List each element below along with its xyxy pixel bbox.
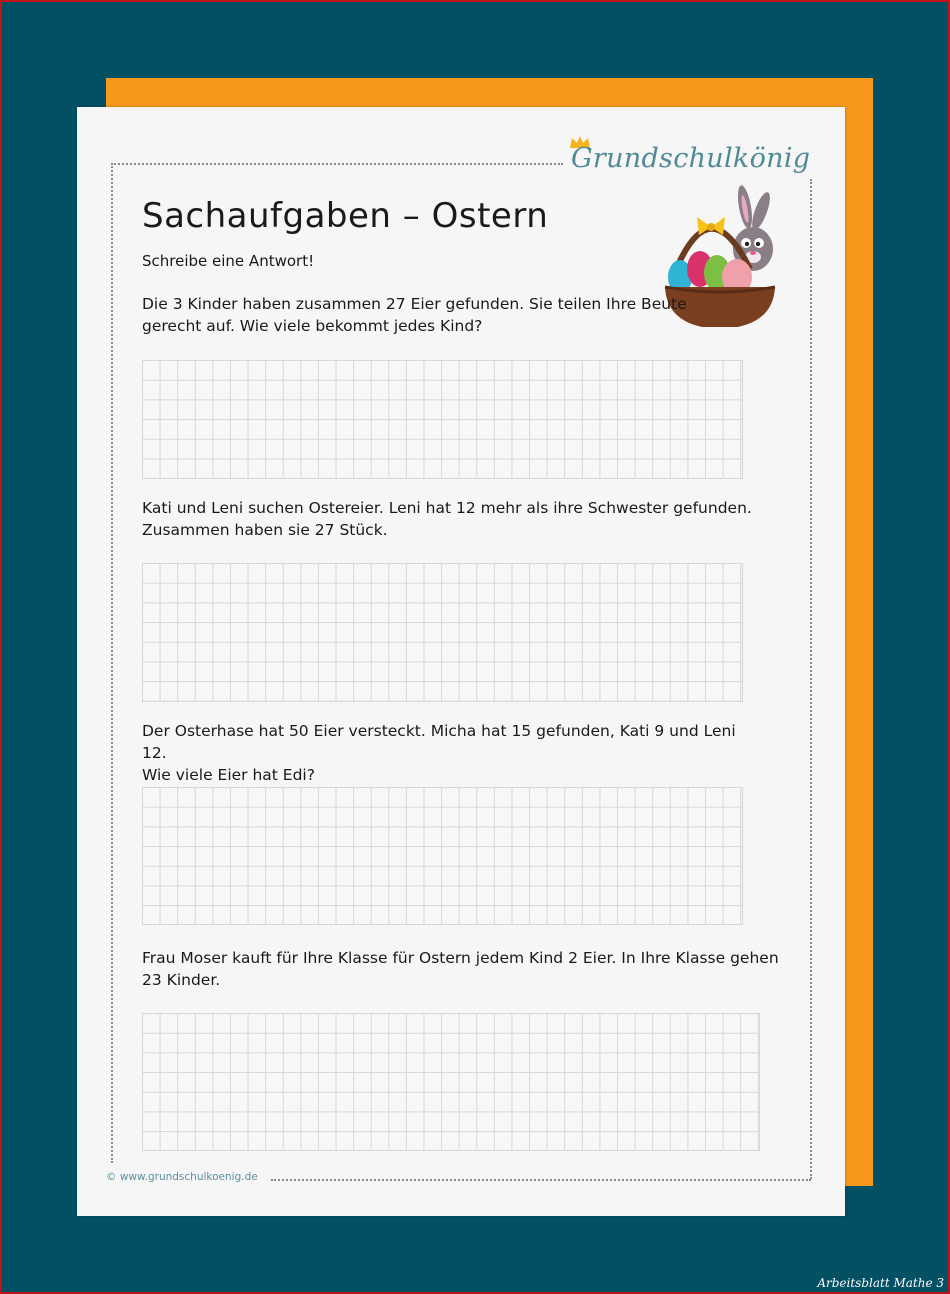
watermark-text: Arbeitsblatt Mathe 3 <box>817 1276 944 1290</box>
dotted-border-top <box>111 163 563 165</box>
task-2-line-1: Kati und Leni suchen Ostereier. Leni hat 12 mehr als ihre Schwester gefunden. <box>142 499 752 517</box>
task-3-line-1: Der Osterhase hat 50 Eier versteckt. Micha hat 15 gefunden, Kati 9 und Leni 12. <box>142 722 736 762</box>
task-1-line-2: gerecht auf. Wie viele bekommt jedes Kind? <box>142 317 483 335</box>
dotted-border-left <box>111 163 113 1163</box>
worksheet-page <box>77 107 845 1216</box>
answer-grid-4[interactable] <box>142 1013 760 1151</box>
task-2-line-2: Zusammen haben sie 27 Stück. <box>142 521 388 539</box>
task-1-line-1: Die 3 Kinder haben zusammen 27 Eier gefunden. Sie teilen Ihre Beute <box>142 295 687 313</box>
brand-logo: Grundschulkönig <box>571 143 811 174</box>
footer-copyright: © www.grundschulkoenig.de <box>106 1171 258 1183</box>
task-3-line-2: Wie viele Eier hat Edi? <box>142 766 315 784</box>
answer-grid-3[interactable] <box>142 787 743 925</box>
worksheet-title: Sachaufgaben – Ostern <box>142 196 549 236</box>
dotted-border-right <box>810 179 812 1179</box>
task-4-line-1: Frau Moser kauft für Ihre Klasse für Ostern jedem Kind 2 Eier. In Ihre Klasse gehen <box>142 949 779 967</box>
task-2-text <box>142 497 762 541</box>
task-3-text <box>142 720 762 786</box>
dotted-border-bottom <box>271 1179 811 1181</box>
task-1-text <box>142 293 762 337</box>
answer-grid-2[interactable] <box>142 563 743 702</box>
task-4-text <box>142 947 782 991</box>
task-4-line-2: 23 Kinder. <box>142 971 221 989</box>
answer-grid-1[interactable] <box>142 360 743 479</box>
instruction-text: Schreibe eine Antwort! <box>142 252 315 270</box>
